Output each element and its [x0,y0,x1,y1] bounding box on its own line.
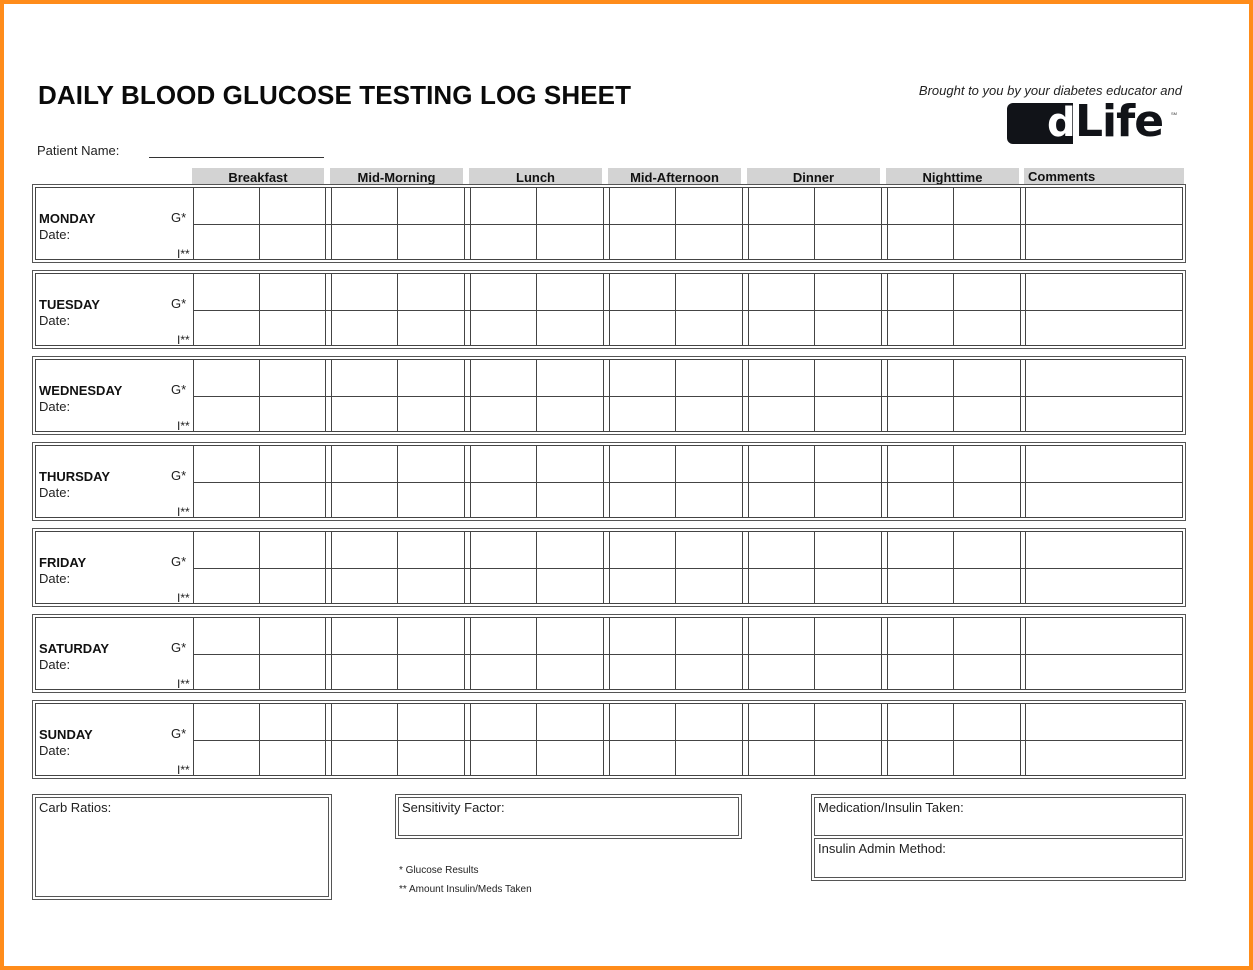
entry-cell-insulin[interactable] [260,225,325,261]
glucose-label: G* [171,726,187,741]
entry-cell-insulin[interactable] [537,397,603,433]
entry-cell-glucose[interactable] [749,188,814,224]
entry-cell-insulin[interactable] [471,655,536,691]
header-mid-morning: Mid-Morning [330,168,463,185]
header-dinner: Dinner [747,168,880,185]
entry-cell-glucose[interactable] [815,532,881,568]
entry-cell-glucose[interactable] [954,532,1020,568]
glucose-label: G* [171,640,187,655]
entry-cell-glucose[interactable] [398,360,464,396]
entry-cell-glucose[interactable] [194,188,259,224]
entry-cell-glucose[interactable] [610,618,675,654]
entry-cell-insulin[interactable] [194,741,259,777]
entry-cell-insulin[interactable] [815,483,881,519]
entry-cell-glucose[interactable] [398,704,464,740]
entry-cell-insulin[interactable] [537,483,603,519]
entry-cell-glucose[interactable] [332,618,397,654]
entry-cell-insulin[interactable] [260,655,325,691]
entry-cell-glucose[interactable] [610,188,675,224]
glucose-label: G* [171,210,187,225]
entry-cell-insulin[interactable] [398,225,464,261]
entry-cell-insulin[interactable] [610,397,675,433]
insulin-label: I** [177,763,190,777]
insulin-label: I** [177,247,190,261]
entry-cell-glucose[interactable] [815,618,881,654]
entry-cell-insulin[interactable] [676,655,742,691]
entry-cell-insulin[interactable] [537,311,603,347]
entry-cell-insulin[interactable] [471,225,536,261]
day-name: THURSDAY [39,469,111,484]
header-lunch: Lunch [469,168,602,185]
entry-cell-insulin[interactable] [954,483,1020,519]
entry-cell-glucose[interactable] [749,704,814,740]
entry-cell-glucose[interactable] [471,704,536,740]
comments-cell-insulin[interactable] [1026,569,1184,605]
comments-cell-glucose[interactable] [1026,274,1184,310]
comments-cell-glucose[interactable] [1026,532,1184,568]
entry-cell-insulin[interactable] [260,397,325,433]
insulin-label: I** [177,677,190,691]
entry-cell-glucose[interactable] [194,274,259,310]
day-block-sunday [32,700,1186,779]
entry-cell-glucose[interactable] [676,360,742,396]
logo-text: Life [1075,96,1164,147]
entry-cell-insulin[interactable] [749,569,814,605]
insulin-label: I** [177,505,190,519]
entry-cell-glucose[interactable] [888,618,953,654]
entry-cell-glucose[interactable] [610,446,675,482]
entry-cell-insulin[interactable] [610,569,675,605]
entry-cell-glucose[interactable] [537,188,603,224]
entry-cell-glucose[interactable] [749,446,814,482]
entry-cell-glucose[interactable] [471,274,536,310]
day-name: MONDAY [39,211,96,226]
entry-cell-insulin[interactable] [471,397,536,433]
entry-cell-insulin[interactable] [954,397,1020,433]
day-block-monday [32,184,1186,263]
entry-cell-glucose[interactable] [610,704,675,740]
entry-cell-glucose[interactable] [260,446,325,482]
entry-cell-insulin[interactable] [194,569,259,605]
note-insulin: ** Amount Insulin/Meds Taken [399,884,532,895]
entry-cell-glucose[interactable] [471,188,536,224]
day-block-thursday [32,442,1186,521]
comments-cell-insulin[interactable] [1026,483,1184,519]
entry-cell-insulin[interactable] [332,397,397,433]
entry-cell-insulin[interactable] [888,397,953,433]
entry-cell-glucose[interactable] [954,360,1020,396]
patient-name-field[interactable] [149,157,324,158]
comments-cell-insulin[interactable] [1026,741,1184,777]
entry-cell-insulin[interactable] [194,311,259,347]
logo-mark: d [1047,100,1076,146]
date-label: Date: [39,227,71,242]
entry-cell-glucose[interactable] [537,618,603,654]
entry-cell-insulin[interactable] [332,311,397,347]
entry-cell-insulin[interactable] [332,225,397,261]
entry-cell-glucose[interactable] [954,188,1020,224]
entry-cell-glucose[interactable] [332,532,397,568]
entry-cell-glucose[interactable] [815,188,881,224]
entry-cell-insulin[interactable] [537,655,603,691]
entry-cell-insulin[interactable] [398,655,464,691]
insulin-label: I** [177,591,190,605]
entry-cell-glucose[interactable] [537,532,603,568]
entry-cell-insulin[interactable] [888,311,953,347]
entry-cell-insulin[interactable] [194,397,259,433]
entry-cell-glucose[interactable] [676,188,742,224]
entry-cell-insulin[interactable] [815,311,881,347]
entry-cell-insulin[interactable] [260,311,325,347]
entry-cell-glucose[interactable] [676,532,742,568]
entry-cell-insulin[interactable] [749,225,814,261]
comments-cell-glucose[interactable] [1026,446,1184,482]
entry-cell-glucose[interactable] [332,274,397,310]
entry-cell-glucose[interactable] [954,446,1020,482]
entry-cell-glucose[interactable] [260,704,325,740]
comments-cell-glucose[interactable] [1026,704,1184,740]
day-name: SUNDAY [39,727,93,742]
entry-cell-insulin[interactable] [749,741,814,777]
entry-cell-insulin[interactable] [332,655,397,691]
entry-cell-glucose[interactable] [888,188,953,224]
sensitivity-factor-box[interactable] [395,794,742,839]
entry-cell-insulin[interactable] [332,483,397,519]
day-name: FRIDAY [39,555,87,570]
entry-cell-glucose[interactable] [815,360,881,396]
entry-cell-insulin[interactable] [398,397,464,433]
entry-cell-insulin[interactable] [398,483,464,519]
entry-cell-insulin[interactable] [749,483,814,519]
day-block-tuesday [32,270,1186,349]
entry-cell-glucose[interactable] [398,446,464,482]
entry-cell-glucose[interactable] [194,704,259,740]
comments-cell-glucose[interactable] [1026,188,1184,224]
medication-taken-label: Medication/Insulin Taken: [818,800,964,815]
date-label: Date: [39,399,71,414]
entry-cell-insulin[interactable] [471,741,536,777]
entry-cell-insulin[interactable] [749,311,814,347]
glucose-label: G* [171,468,187,483]
comments-cell-insulin[interactable] [1026,311,1184,347]
entry-cell-insulin[interactable] [537,741,603,777]
entry-cell-insulin[interactable] [888,483,953,519]
entry-cell-glucose[interactable] [398,188,464,224]
entry-cell-insulin[interactable] [398,311,464,347]
entry-cell-glucose[interactable] [749,532,814,568]
entry-cell-insulin[interactable] [888,569,953,605]
brought-by-text: Brought to you by your diabetes educator and [918,83,1182,98]
entry-cell-glucose[interactable] [676,704,742,740]
header-breakfast: Breakfast [192,168,324,185]
admin-method-field[interactable] [814,838,1183,878]
entry-cell-insulin[interactable] [260,741,325,777]
entry-cell-glucose[interactable] [749,360,814,396]
date-label: Date: [39,743,71,758]
entry-cell-insulin[interactable] [471,311,536,347]
date-label: Date: [39,657,71,672]
entry-cell-glucose[interactable] [194,532,259,568]
day-block-friday [32,528,1186,607]
entry-cell-insulin[interactable] [888,655,953,691]
entry-cell-glucose[interactable] [194,618,259,654]
entry-cell-glucose[interactable] [260,618,325,654]
entry-cell-insulin[interactable] [749,655,814,691]
entry-cell-insulin[interactable] [749,397,814,433]
entry-cell-glucose[interactable] [749,274,814,310]
entry-cell-glucose[interactable] [815,446,881,482]
entry-cell-insulin[interactable] [194,655,259,691]
comments-cell-glucose[interactable] [1026,618,1184,654]
entry-cell-insulin[interactable] [676,397,742,433]
entry-cell-insulin[interactable] [610,655,675,691]
glucose-label: G* [171,554,187,569]
entry-cell-glucose[interactable] [260,532,325,568]
entry-cell-insulin[interactable] [954,569,1020,605]
entry-cell-insulin[interactable] [676,311,742,347]
entry-cell-glucose[interactable] [954,618,1020,654]
entry-cell-glucose[interactable] [815,704,881,740]
entry-cell-glucose[interactable] [471,618,536,654]
day-name: WEDNESDAY [39,383,123,398]
entry-cell-insulin[interactable] [815,225,881,261]
entry-cell-insulin[interactable] [954,655,1020,691]
carb-ratios-box[interactable] [32,794,332,900]
entry-cell-glucose[interactable] [260,274,325,310]
day-block-wednesday [32,356,1186,435]
date-label: Date: [39,571,71,586]
header-comments: Comments [1024,168,1184,185]
entry-cell-glucose[interactable] [888,274,953,310]
entry-cell-glucose[interactable] [815,274,881,310]
entry-cell-glucose[interactable] [888,360,953,396]
entry-cell-glucose[interactable] [888,704,953,740]
entry-cell-insulin[interactable] [815,741,881,777]
entry-cell-glucose[interactable] [610,274,675,310]
entry-cell-glucose[interactable] [676,446,742,482]
insulin-label: I** [177,333,190,347]
entry-cell-insulin[interactable] [954,741,1020,777]
day-name: TUESDAY [39,297,100,312]
entry-cell-glucose[interactable] [332,360,397,396]
medication-taken-field[interactable] [814,797,1183,836]
entry-cell-insulin[interactable] [676,741,742,777]
logo-superscript: SM [1171,111,1177,116]
entry-cell-insulin[interactable] [260,569,325,605]
entry-cell-glucose[interactable] [332,446,397,482]
insulin-label: I** [177,419,190,433]
entry-cell-insulin[interactable] [676,483,742,519]
entry-cell-glucose[interactable] [610,532,675,568]
comments-cell-glucose[interactable] [1026,360,1184,396]
entry-cell-glucose[interactable] [332,188,397,224]
entry-cell-insulin[interactable] [537,225,603,261]
entry-cell-insulin[interactable] [676,569,742,605]
entry-cell-glucose[interactable] [676,618,742,654]
entry-cell-glucose[interactable] [954,274,1020,310]
medication-box [811,794,1186,881]
entry-cell-glucose[interactable] [332,704,397,740]
entry-cell-insulin[interactable] [610,311,675,347]
entry-cell-insulin[interactable] [954,225,1020,261]
entry-cell-glucose[interactable] [676,274,742,310]
admin-method-label: Insulin Admin Method: [818,841,946,856]
entry-cell-insulin[interactable] [888,741,953,777]
dlife-logo [1007,96,1177,147]
entry-cell-insulin[interactable] [398,569,464,605]
entry-cell-glucose[interactable] [537,274,603,310]
entry-cell-insulin[interactable] [888,225,953,261]
entry-cell-insulin[interactable] [260,483,325,519]
entry-cell-glucose[interactable] [471,360,536,396]
entry-cell-insulin[interactable] [610,225,675,261]
page-title: DAILY BLOOD GLUCOSE TESTING LOG SHEET [38,80,632,110]
header-nighttime: Nighttime [886,168,1019,185]
entry-cell-glucose[interactable] [398,618,464,654]
entry-cell-glucose[interactable] [888,446,953,482]
entry-cell-glucose[interactable] [260,188,325,224]
entry-cell-insulin[interactable] [332,741,397,777]
entry-cell-glucose[interactable] [471,446,536,482]
entry-cell-glucose[interactable] [537,704,603,740]
note-glucose: * Glucose Results [399,865,479,876]
entry-cell-glucose[interactable] [471,532,536,568]
sensitivity-factor-label: Sensitivity Factor: [402,800,505,815]
date-label: Date: [39,313,71,328]
entry-cell-insulin[interactable] [815,655,881,691]
entry-cell-insulin[interactable] [471,483,536,519]
date-label: Date: [39,485,71,500]
entry-cell-glucose[interactable] [749,618,814,654]
entry-cell-insulin[interactable] [398,741,464,777]
entry-cell-glucose[interactable] [610,360,675,396]
entry-cell-insulin[interactable] [537,569,603,605]
comments-cell-insulin[interactable] [1026,655,1184,691]
entry-cell-glucose[interactable] [954,704,1020,740]
comments-cell-insulin[interactable] [1026,397,1184,433]
carb-ratios-label: Carb Ratios: [39,800,112,815]
day-block-saturday [32,614,1186,693]
entry-cell-glucose[interactable] [888,532,953,568]
header-mid-afternoon: Mid-Afternoon [608,168,741,185]
entry-cell-insulin[interactable] [815,569,881,605]
entry-cell-insulin[interactable] [194,483,259,519]
entry-cell-insulin[interactable] [471,569,536,605]
entry-cell-insulin[interactable] [610,741,675,777]
entry-cell-insulin[interactable] [815,397,881,433]
entry-cell-glucose[interactable] [260,360,325,396]
patient-name-label: Patient Name: [37,143,120,158]
entry-cell-glucose[interactable] [537,446,603,482]
glucose-label: G* [171,382,187,397]
entry-cell-glucose[interactable] [194,446,259,482]
entry-cell-insulin[interactable] [332,569,397,605]
entry-cell-insulin[interactable] [194,225,259,261]
comments-cell-insulin[interactable] [1026,225,1184,261]
entry-cell-insulin[interactable] [610,483,675,519]
entry-cell-glucose[interactable] [398,274,464,310]
entry-cell-glucose[interactable] [537,360,603,396]
entry-cell-glucose[interactable] [194,360,259,396]
glucose-label: G* [171,296,187,311]
day-name: SATURDAY [39,641,110,656]
entry-cell-insulin[interactable] [676,225,742,261]
entry-cell-insulin[interactable] [954,311,1020,347]
entry-cell-glucose[interactable] [398,532,464,568]
